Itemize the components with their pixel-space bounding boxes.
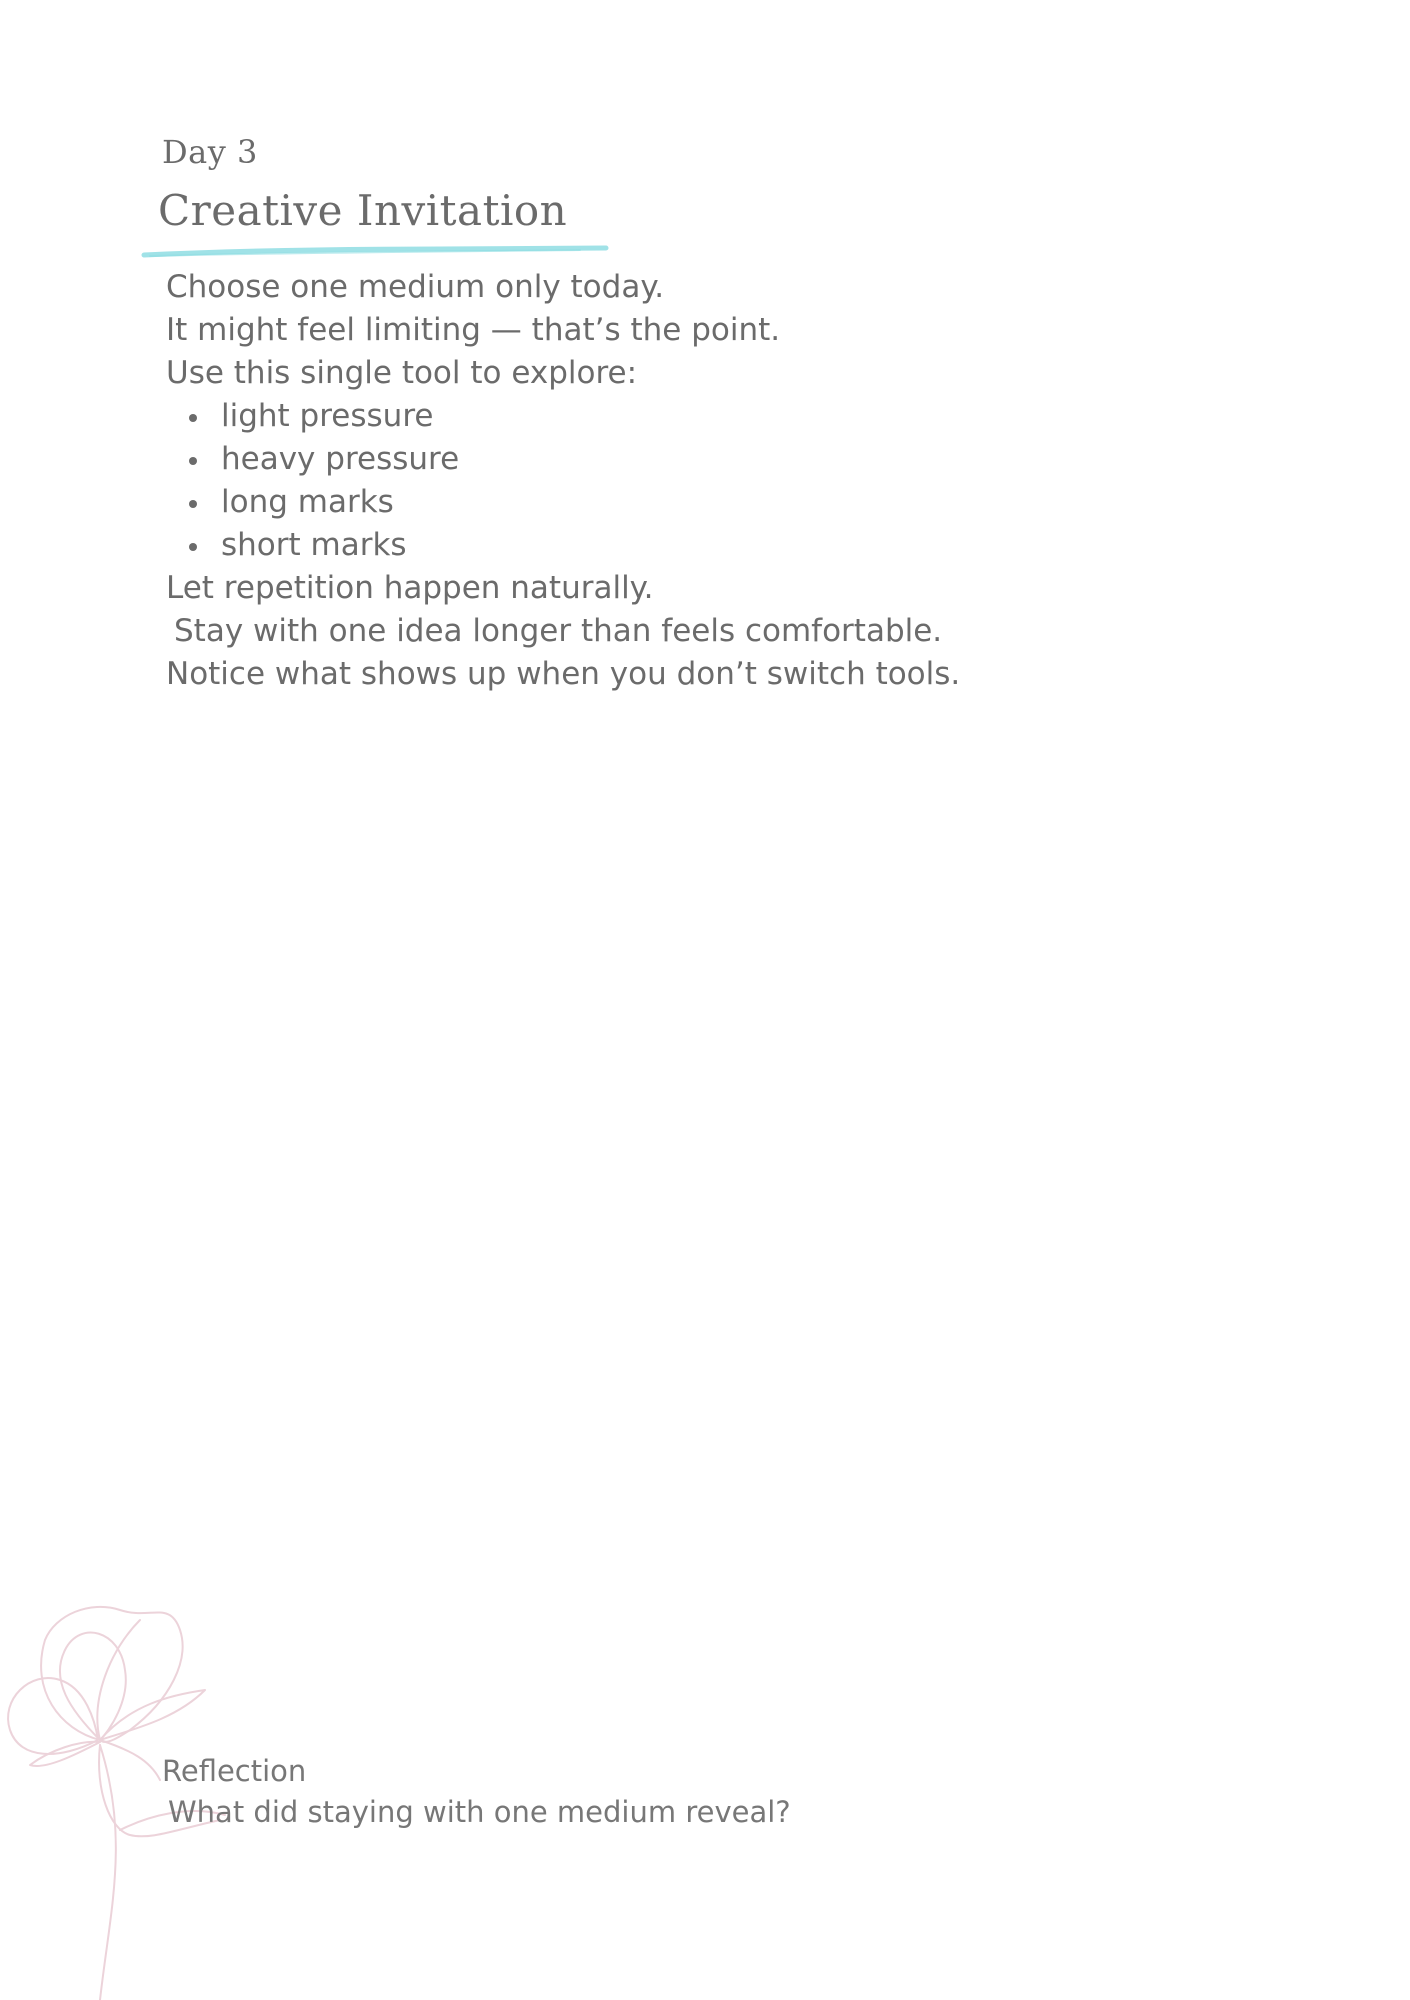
reflection-question: What did staying with one medium reveal? (168, 1795, 791, 1829)
list-item: long marks (221, 481, 1266, 524)
day-label: Day 3 (162, 133, 258, 171)
closing-line: Notice what shows up when you don’t switch tools. (166, 656, 961, 692)
closing-line: Let repetition happen naturally. (166, 570, 654, 606)
intro-line: Choose one medium only today. (166, 269, 665, 305)
title-underline-brushstroke (140, 243, 610, 263)
intro-line: It might feel limiting — that’s the point. (166, 312, 781, 348)
list-item: heavy pressure (221, 438, 1266, 481)
invitation-text (166, 266, 1266, 696)
closing-line: Stay with one idea longer than feels comfortable. (174, 613, 943, 649)
reflection-heading: Reflection (162, 1754, 307, 1788)
page-title: Creative Invitation (158, 186, 568, 235)
list-item: short marks (221, 524, 1266, 567)
list-item: light pressure (221, 395, 1266, 438)
intro-line: Use this single tool to explore: (166, 355, 638, 391)
explore-list (166, 395, 1266, 567)
